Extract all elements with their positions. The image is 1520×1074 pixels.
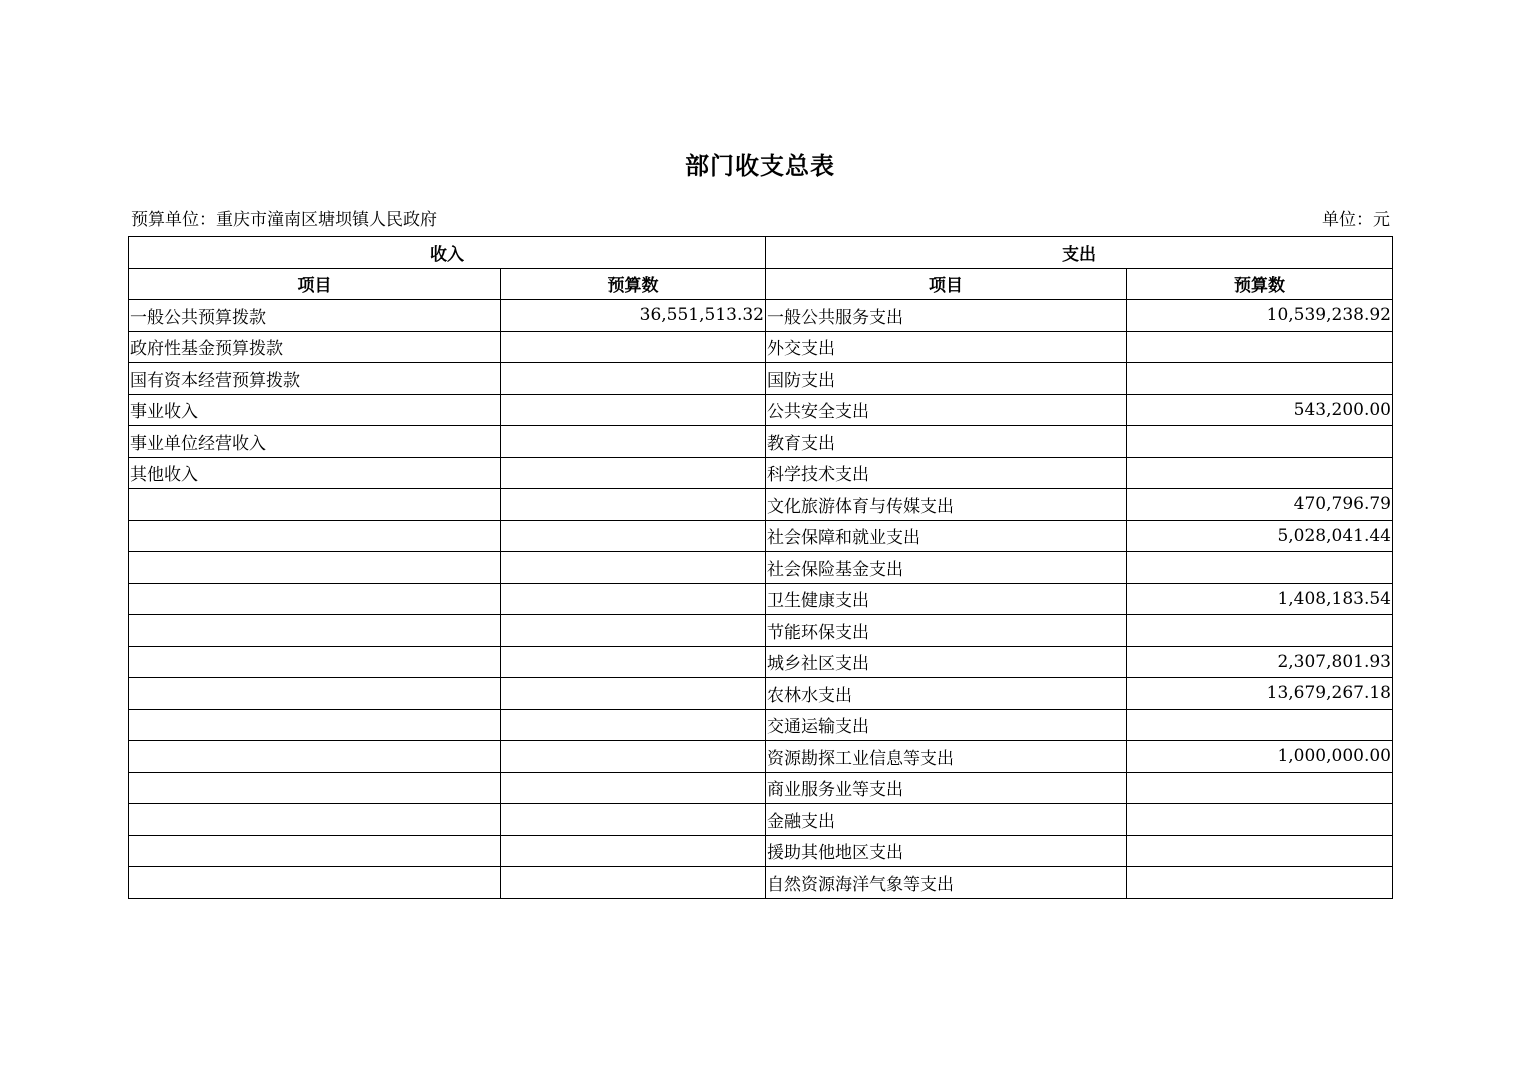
income-item-cell: [129, 678, 501, 710]
table-row: [129, 331, 1393, 363]
income-item-cell: [129, 709, 501, 741]
expense-amount-cell: [1127, 331, 1393, 363]
income-amount-cell: [501, 426, 766, 458]
income-item-cell: [129, 615, 501, 647]
income-amount-cell: [501, 489, 766, 521]
table-row: [129, 804, 1393, 836]
income-amount-cell: 36,551,513.32: [501, 300, 766, 332]
income-amount-cell: [501, 709, 766, 741]
expense-amount-cell: 1,408,183.54: [1127, 583, 1393, 615]
expense-item-cell: 卫生健康支出: [766, 583, 1127, 615]
income-item-cell: 政府性基金预算拨款: [129, 331, 501, 363]
income-item-cell: [129, 646, 501, 678]
expense-amount-cell: 470,796.79: [1127, 489, 1393, 521]
expense-amount-cell: [1127, 709, 1393, 741]
income-section-header: 收入: [129, 237, 766, 269]
table-body: [129, 300, 1393, 899]
income-item-cell: 一般公共预算拨款: [129, 300, 501, 332]
table-row: [129, 300, 1393, 332]
expense-item-cell: 科学技术支出: [766, 457, 1127, 489]
income-item-cell: [129, 489, 501, 521]
income-budget-header: 预算数: [501, 268, 766, 300]
income-item-cell: [129, 520, 501, 552]
income-item-cell: [129, 835, 501, 867]
expense-amount-cell: 13,679,267.18: [1127, 678, 1393, 710]
income-amount-cell: [501, 678, 766, 710]
income-amount-cell: [501, 646, 766, 678]
expense-amount-cell: [1127, 426, 1393, 458]
expense-amount-cell: [1127, 867, 1393, 899]
income-item-cell: 事业收入: [129, 394, 501, 426]
expense-amount-cell: [1127, 772, 1393, 804]
expense-amount-cell: 543,200.00: [1127, 394, 1393, 426]
income-item-cell: 国有资本经营预算拨款: [129, 363, 501, 395]
table-row: [129, 772, 1393, 804]
table-row: [129, 835, 1393, 867]
table-row: [129, 394, 1393, 426]
income-item-cell: [129, 741, 501, 773]
expense-amount-cell: [1127, 552, 1393, 584]
table-row: [129, 363, 1393, 395]
income-item-cell: [129, 552, 501, 584]
expense-amount-cell: 1,000,000.00: [1127, 741, 1393, 773]
expense-amount-cell: 5,028,041.44: [1127, 520, 1393, 552]
expense-section-header: 支出: [766, 237, 1393, 269]
table-row: [129, 741, 1393, 773]
expense-amount-cell: 10,539,238.92: [1127, 300, 1393, 332]
income-amount-cell: [501, 552, 766, 584]
expense-item-cell: 自然资源海洋气象等支出: [766, 867, 1127, 899]
table-row: [129, 646, 1393, 678]
expense-budget-header: 预算数: [1127, 268, 1393, 300]
expense-item-cell: 节能环保支出: [766, 615, 1127, 647]
income-item-cell: 事业单位经营收入: [129, 426, 501, 458]
expense-item-cell: 国防支出: [766, 363, 1127, 395]
expense-amount-cell: [1127, 835, 1393, 867]
budget-table: [128, 236, 1393, 899]
income-amount-cell: [501, 615, 766, 647]
table-row: [129, 552, 1393, 584]
income-amount-cell: [501, 363, 766, 395]
income-amount-cell: [501, 772, 766, 804]
section-header-row: [129, 237, 1393, 269]
table-row: [129, 426, 1393, 458]
column-header-row: [129, 268, 1393, 300]
table-row: [129, 520, 1393, 552]
income-amount-cell: [501, 741, 766, 773]
income-amount-cell: [501, 394, 766, 426]
expense-item-cell: 外交支出: [766, 331, 1127, 363]
expense-amount-cell: [1127, 804, 1393, 836]
expense-amount-cell: 2,307,801.93: [1127, 646, 1393, 678]
currency-unit-label: 单位：元: [1322, 210, 1390, 230]
expense-item-cell: 社会保障和就业支出: [766, 520, 1127, 552]
table-row: [129, 615, 1393, 647]
table-row: [129, 583, 1393, 615]
expense-amount-cell: [1127, 457, 1393, 489]
expense-item-cell: 社会保险基金支出: [766, 552, 1127, 584]
expense-amount-cell: [1127, 615, 1393, 647]
expense-item-cell: 金融支出: [766, 804, 1127, 836]
expense-item-cell: 文化旅游体育与传媒支出: [766, 489, 1127, 521]
expense-item-cell: 商业服务业等支出: [766, 772, 1127, 804]
expense-item-cell: 一般公共服务支出: [766, 300, 1127, 332]
expense-amount-cell: [1127, 363, 1393, 395]
income-item-cell: [129, 772, 501, 804]
expense-item-cell: 援助其他地区支出: [766, 835, 1127, 867]
income-item-cell: [129, 583, 501, 615]
table-row: [129, 457, 1393, 489]
income-amount-cell: [501, 583, 766, 615]
income-amount-cell: [501, 331, 766, 363]
income-item-cell: [129, 867, 501, 899]
table-row: [129, 867, 1393, 899]
income-item-header: 项目: [129, 268, 501, 300]
expense-item-header: 项目: [766, 268, 1127, 300]
expense-item-cell: 农林水支出: [766, 678, 1127, 710]
page-title: 部门收支总表: [685, 151, 835, 180]
income-item-cell: [129, 804, 501, 836]
expense-item-cell: 资源勘探工业信息等支出: [766, 741, 1127, 773]
income-item-cell: 其他收入: [129, 457, 501, 489]
expense-item-cell: 教育支出: [766, 426, 1127, 458]
income-amount-cell: [501, 804, 766, 836]
table-row: [129, 678, 1393, 710]
expense-item-cell: 公共安全支出: [766, 394, 1127, 426]
table-row: [129, 709, 1393, 741]
income-amount-cell: [501, 520, 766, 552]
income-amount-cell: [501, 867, 766, 899]
income-amount-cell: [501, 457, 766, 489]
budget-unit-label: 预算单位：重庆市潼南区塘坝镇人民政府: [131, 210, 437, 230]
expense-item-cell: 城乡社区支出: [766, 646, 1127, 678]
income-amount-cell: [501, 835, 766, 867]
expense-item-cell: 交通运输支出: [766, 709, 1127, 741]
table-row: [129, 489, 1393, 521]
